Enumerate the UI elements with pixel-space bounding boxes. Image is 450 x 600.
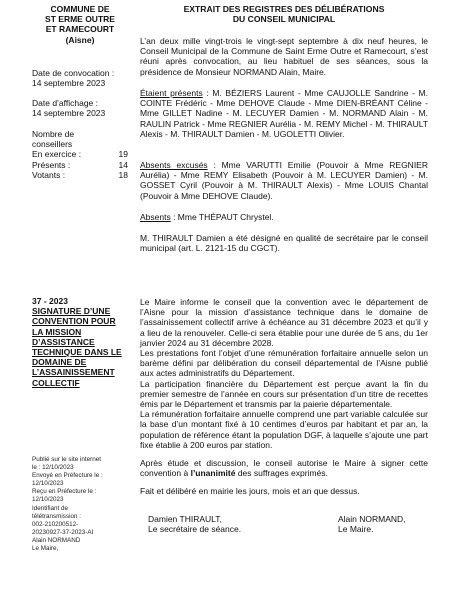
presents-paragraph [140,88,428,139]
delib-block [32,296,128,388]
body-paragraph-6: Fait et délibéré en mairie les jours, mois et an que dessus. [140,486,360,497]
commune-line-3: ET RAMECOURT [45,24,115,35]
meta-line: Le Maire, [32,545,59,553]
secretaire-name: Damien THIRAULT, [148,514,222,524]
meta-line: Reçu en Préfecture le : [32,488,97,496]
body-paragraph-4: La rémunération forfaitaire annuelle comprend une part variable calculée sur la base d’un montant fixé à 10 centimes d’euros par habitant et par an, la population de référence étant la population DGF, à laquelle s’ajoute une part fixe établie à 200 euros par station. [140,409,428,450]
commune-line-1: COMMUNE DE [50,4,110,14]
signature-secretaire [148,514,241,535]
p5-bold: l’unanimité [190,468,236,479]
presents-label: Étaient présents [140,88,203,98]
conseillers-row-presents [32,160,128,170]
body-paragraph-3: La participation financière du Département est perçue avant la fin du premier semestre de l’année en cours sur présentation d’un titre de recettes émis par le Département et transmis par la paierie départementale. [140,378,428,410]
row-value: 18 [118,169,128,180]
row-label: Votants : [32,169,66,180]
row-label: En exercice : [32,149,82,160]
p5-post: des suffrages exprimés. [235,468,328,479]
absents-text: : Mme THÉPAUT Chrystel. [170,212,274,222]
maire-role: Le Maire. [338,524,374,535]
body-paragraph-5 [140,458,428,478]
deliberation-body [140,297,428,497]
meta-line: Publié sur le site internet [32,456,101,463]
intro-paragraph: L’an deux mille vingt-trois le vingt-sept septembre à dix neuf heures, le Conseil Municipal de la Commune de Saint Erme Outre et Ramecourt, s’est réuni après convocation, au lieu habituel de ses séances, sous la présidence de Monsieur NORMAND Alain, Maire. [140,36,428,77]
conseillers-block [32,129,128,180]
conseillers-title-1: Nombre de [32,129,75,139]
affichage-block [32,98,128,118]
delib-number: 37 - 2023 [32,296,68,306]
presents-text: : M. BÉZIERS Laurent - Mme CAUJOLLE Sandrine - M. COINTE Frédéric - Mme DEHOVE Claude - Mme DIEN-BRÉANT Céline - Mme GILLET Nadine - M. LECUYER Damien - M. NORMAND Alain - M. RAULIN Patrick - Mme REGNIER Aurélia - M. REMY Michel - M. THIRAULT Alexis - M. THIRAULT Damien - M. UGOLETTI Olivier. [140,88,428,139]
delib-title: SIGNATURE D’UNE CONVENTION POUR LA MISSION D’ASSISTANCE TECHNIQUE DANS LE DOMAINE DE L’ASSAINISSEMENT COLLECTIF [32,306,122,388]
header-line-2: DU CONSEIL MUNICIPAL [232,14,336,25]
signature-maire [338,514,406,535]
absents-label: Absents [140,212,171,222]
meta-line: 20230927-37-2023-AI [32,528,94,536]
convocation-date: 14 septembre 2023 [32,78,106,89]
header-line-1: EXTRAIT DES REGISTRES DES DÉLIBÉRATIONS [183,4,385,14]
convocation-label: Date de convocation : [32,68,115,78]
secretaire-role: Le secrétaire de séance. [148,524,242,535]
meta-line: 12/10/2023 [32,480,64,488]
row-value: 14 [118,159,128,170]
maire-name: Alain NORMAND, [338,514,406,524]
conseillers-row-exercice [32,149,128,159]
commune-line-4: (Aisne) [65,34,95,45]
body-paragraph-1: Le Maire informe le conseil que la convention avec le département de l’Aisne pour la mission d’assistance technique dans le domaine de l’assainissement collectif arrive à échéance au 31 décembre 2023 et qu’il y a lieu de la renouveler. Celle-ci sera établie pour une durée de 5 ans, du 1er janvier 2024 au 31 décembre 2028. [140,297,428,348]
body-paragraph-2: Les prestations font l’objet d’une rémunération forfaitaire annuelle selon un barème défini par délibération du conseil départemental de l’Aisne publié aux actes administratifs du Département. [140,348,428,379]
affichage-label: Date d’affichage : [32,98,98,108]
affichage-date: 14 septembre 2023 [32,108,106,119]
commune-header [32,4,128,45]
meta-line: Alain NORMAND [32,536,81,544]
row-label: Présents : [32,159,71,170]
convocation-block [32,68,128,88]
meta-line: le : 12/10/2023 [32,464,74,472]
meta-line: Envoyé en Préfecture le : [32,472,103,480]
secretaire-paragraph: M. THIRAULT Damien a été désigné en qualité de secrétaire par le conseil municipal (art. L. 2121-15 du CGCT). [140,233,428,254]
meta-line: 002-210200512- [32,520,79,528]
row-value: 19 [118,149,128,160]
absents-paragraph [140,212,428,222]
conseillers-row-votants [32,170,128,180]
transmission-metadata [32,456,128,553]
commune-line-2: ST ERME OUTRE [45,14,115,25]
excuses-label: Absents excusés [140,160,208,170]
meta-line: 12/10/2023 [32,496,64,504]
p5-pre: Après étude et discussion, le conseil autorise le Maire à signer cette convention à [140,458,428,479]
meta-line: télétransmission : [32,512,81,520]
document-header [140,4,428,25]
excuses-paragraph [140,160,428,201]
excuses-text: : Mme VARUTTI Emilie (Pouvoir à Mme REGNIER Aurélia) - Mme REMY Elisabeth (Pouvoir à M. LECUYER Damien) - M. GOSSET Cyril (Pouvoir à M. THIRAULT Alexis) - Mme LOUIS Chantal (Pouvoir à Mme DEHOVE Claude). [140,160,428,201]
meta-line: Identifiant de [32,504,69,512]
conseillers-title-2: conseillers [32,139,73,150]
